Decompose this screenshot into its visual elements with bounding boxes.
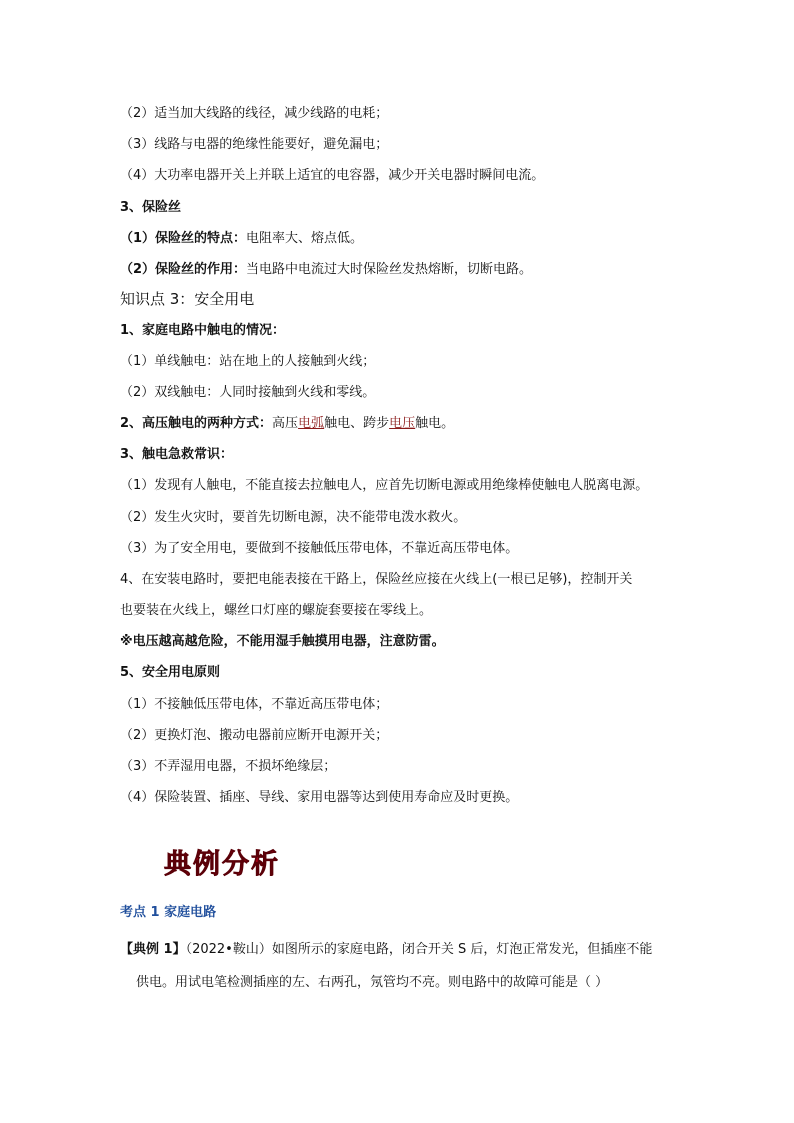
principle-title: 5、安全用电原则 — [120, 665, 221, 680]
list-item: （1）发现有人触电，不能直接去拉触电人，应首先切断电源或用绝缘棒使触电人脱离电源。 — [120, 478, 649, 493]
exam-point-title: 考点 1 家庭电路 — [120, 905, 217, 920]
example-analysis-banner-art — [160, 840, 290, 884]
list-item: （1）单线触电：站在地上的人接触到火线； — [120, 354, 376, 369]
hv-link-arc[interactable]: 电弧 — [298, 416, 325, 431]
fuse-feature-label: （1）保险丝的特点： — [120, 231, 247, 246]
fuse-function — [120, 261, 532, 279]
list-item: （4）保险装置、插座、导线、家用电器等达到使用寿命应及时更换。 — [120, 790, 519, 805]
rescue-title: 3、触电急救常识： — [120, 447, 234, 462]
install-line-2: 也要装在火线上，螺丝口灯座的螺旋套要接在零线上。 — [120, 603, 433, 618]
high-voltage-line — [120, 415, 454, 433]
list-item: （2）更换灯泡、搬动电器前应断开电源开关； — [120, 728, 389, 743]
hv-text: 触电。 — [415, 416, 455, 431]
fuse-feature-text: 电阻率大、熔点低。 — [246, 231, 364, 246]
hv-label: 2、高压触电的两种方式： — [120, 416, 273, 431]
list-item: （3）线路与电器的绝缘性能要好，避免漏电； — [120, 137, 389, 152]
list-item: （2）双线触电：人同时接触到火线和零线。 — [120, 385, 376, 400]
hv-link-voltage[interactable]: 电压 — [389, 416, 416, 431]
list-item: （3）不弄湿用电器，不损坏绝缘层； — [120, 759, 337, 774]
list-item: （3）为了安全用电，要做到不接触低压带电体，不靠近高压带电体。 — [120, 541, 519, 556]
example-line-2: 供电。用试电笔检测插座的左、右两孔，氖管均不亮。则电路中的故障可能是（ ） — [136, 975, 609, 990]
list-item: （4）大功率电器开关上并联上适宜的电容器，减少开关电器时瞬间电流。 — [120, 168, 545, 183]
fuse-feature — [120, 230, 363, 248]
hv-text: 触电、跨步 — [324, 416, 390, 431]
list-item: （2）发生火灾时，要首先切断电源，决不能带电泼水救火。 — [120, 510, 467, 525]
hv-text: 高压 — [272, 416, 299, 431]
list-item: （1）不接触低压带电体，不靠近高压带电体； — [120, 697, 389, 712]
install-line-1: 4、在安装电路时，要把电能表接在干路上，保险丝应接在火线上(一根已足够)，控制开关 — [120, 572, 633, 587]
knowledge-point-title: 知识点 3：安全用电 — [120, 290, 255, 308]
example-label: 【典例 1】 — [120, 942, 186, 957]
list-item: （2）适当加大线路的线径，减少线路的电耗； — [120, 106, 389, 121]
example-line-1 — [120, 941, 652, 959]
fuse-function-label: （2）保险丝的作用： — [120, 262, 247, 277]
example-text: （2022•鞍山）如图所示的家庭电路，闭合开关 S 后，灯泡正常发光，但插座不能 — [185, 942, 653, 957]
section-title-fuse: 3、保险丝 — [120, 200, 182, 215]
fuse-function-text: 当电路中电流过大时保险丝发热熔断，切断电路。 — [246, 262, 533, 277]
example-analysis-banner — [160, 840, 290, 884]
shock-title: 1、家庭电路中触电的情况： — [120, 323, 286, 338]
warning-note: ※电压越高越危险，不能用湿手触摸用电器，注意防雷。 — [120, 634, 445, 649]
banner-text: 典例分析 — [164, 849, 280, 880]
